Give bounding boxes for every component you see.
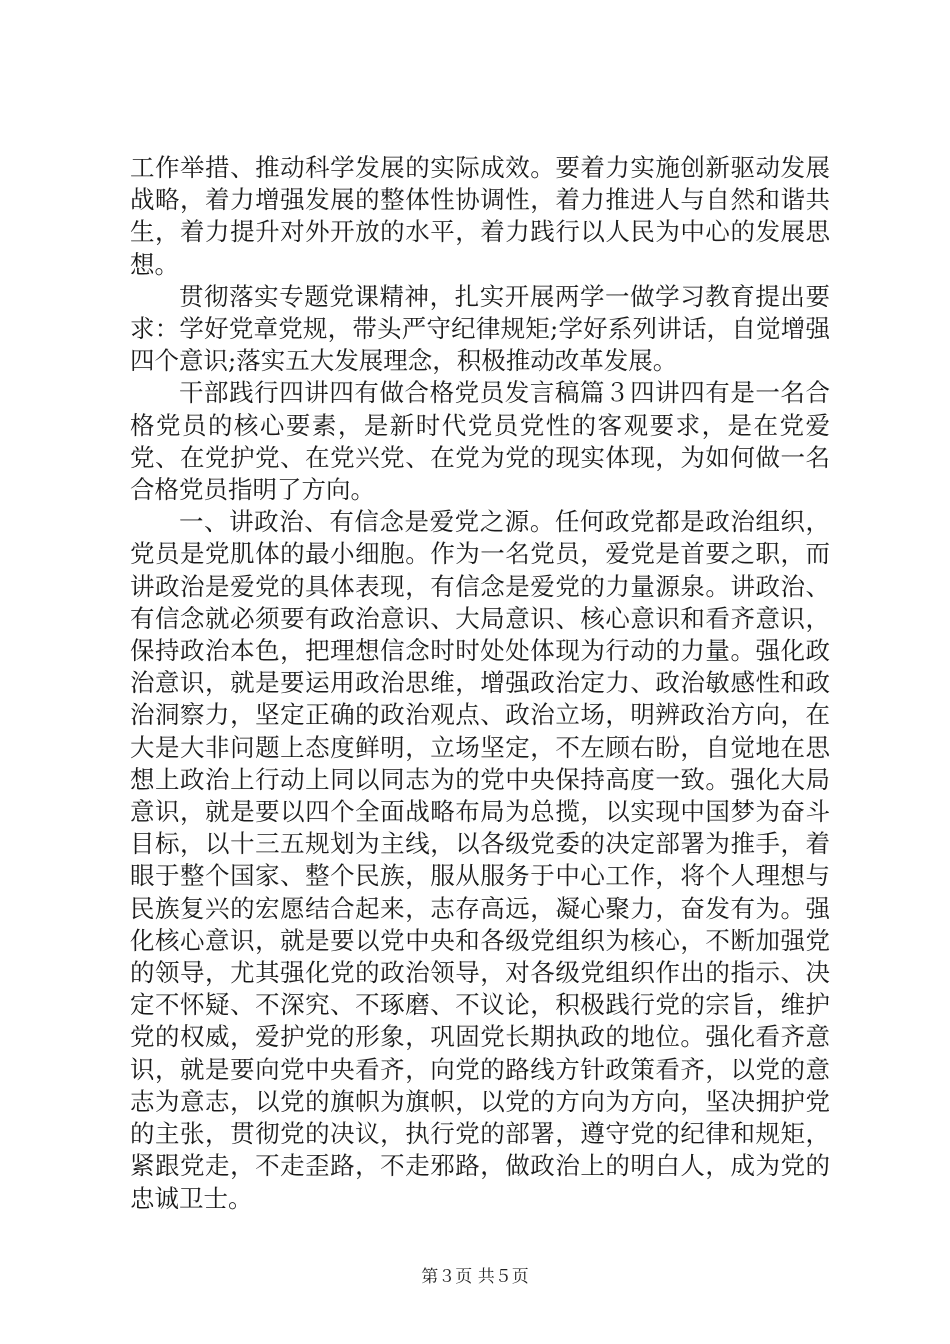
page-number-footer: 第３页 共５页 bbox=[421, 1267, 529, 1287]
paragraph-1: 工作举措、推动科学发展的实际成效。要着力实施创新驱动发展战略，着力增强发展的整体性协调性，着力推进人与自然和谐共生，着力提升对外开放的水平，着力践行以人民为中心的发展思想。 bbox=[130, 153, 830, 279]
paragraph-3: 干部践行四讲四有做合格党员发言稿篇３四讲四有是一名合格党员的核心要素，是新时代党员党性的客观要求，是在党爱党、在党护党、在党兴党、在党为党的现实体现，为如何做一名合格党员指明了方向。 bbox=[130, 378, 830, 505]
paragraph-2: 贯彻落实专题党课精神，扎实开展两学一做学习教育提出要求：学好党章党规，带头严守纪律规矩;学好系列讲话，自觉增强四个意识;落实五大发展理念，积极推动改革发展。 bbox=[130, 281, 830, 376]
document-body bbox=[130, 152, 830, 1215]
paragraph-4: 一、讲政治、有信念是爱党之源。任何政党都是政治组织，党员是党肌体的最小细胞。作为一名党员，爱党是首要之职，而讲政治是爱党的具体表现，有信念是爱党的力量源泉。讲政治、有信念就必须要有政治意识、大局意识、核心意识和看齐意识，保持政治本色，把理想信念时时处处体现为行动的力量。强化政治意识，就是要运用政治思维，增强政治定力、政治敏感性和政治洞察力，坚定正确的政治观点、政治立场，明辨政治方向，在大是大非问题上态度鲜明，立场坚定，不左顾右盼，自觉地在思想上政治上行动上同以同志为的党中央保持高度一致。强化大局意识，就是要以四个全面战略布局为总揽，以实现中国梦为奋斗目标，以十三五规划为主线，以各级党委的决定部署为推手，着眼于整个国家、整个民族，服从服务于中心工作，将个人理想与民族复兴的宏愿结合起来，志存高远，凝心聚力，奋发有为。强化核心意识，就是要以党中央和各级党组织为核心，不断加强党的领导，尤其强化党的政治领导，对各级党组织作出的指示、决定不怀疑、不深究、不琢磨、不议论，积极践行党的宗旨，维护党的权威，爱护党的形象，巩固党长期执政的地位。强化看齐意识，就是要向党中央看齐，向党的路线方针政策看齐，以党的意志为意志，以党的旗帜为旗帜，以党的方向为方向，坚决拥护党的主张，贯彻党的决议，执行党的部署，遵守党的纪律和规矩，紧跟党走，不走歪路，不走邪路，做政治上的明白人，成为党的忠诚卫士。 bbox=[130, 507, 830, 1213]
